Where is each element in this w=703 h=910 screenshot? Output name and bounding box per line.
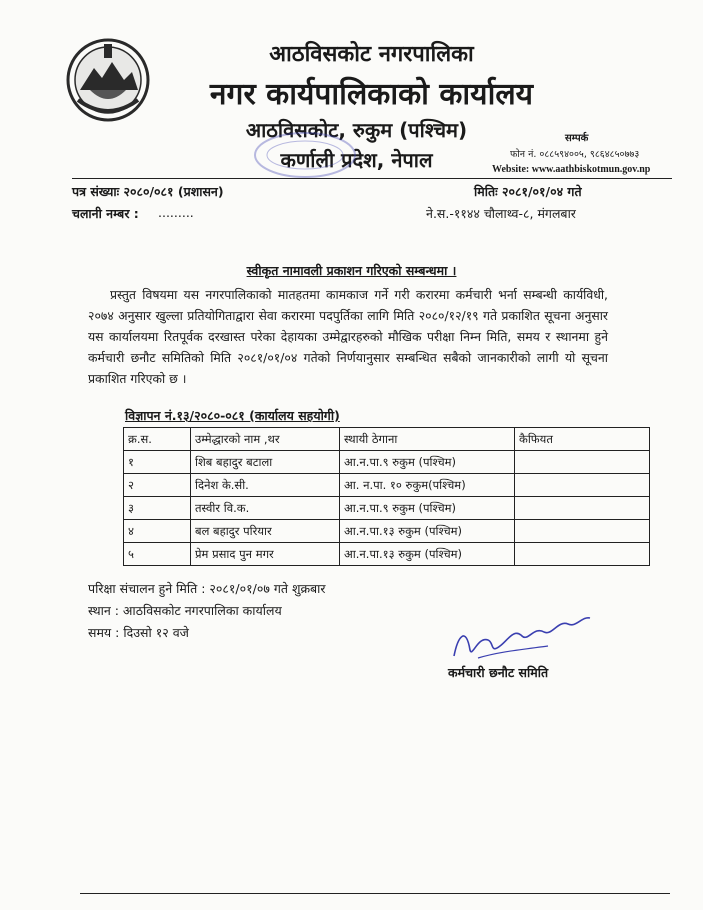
- cell-address: आ.न.पा.१३ रुकुम (पश्चिम): [340, 543, 515, 566]
- municipality-name: आठविसकोट नगरपालिका: [269, 42, 474, 67]
- dispatch-dots: .........: [158, 205, 194, 220]
- office-stamp-icon: [250, 130, 360, 180]
- committee-signoff: कर्मचारी छनौट समिति: [448, 665, 549, 680]
- contact-website: Website: www.aathbiskotmun.gov.np: [492, 164, 651, 175]
- col-header-name: उम्मेद्धारको नाम ,थर: [191, 428, 340, 451]
- letter-date: मितिः २०८१/०१/०४ गते: [474, 184, 582, 199]
- cell-name: प्रेम प्रसाद पुन मगर: [191, 543, 340, 566]
- table-caption: विज्ञापन नं.१३/२०८०-०८१ (कार्यालय सहयोगी): [125, 408, 340, 423]
- cell-serial: ४: [124, 520, 191, 543]
- candidate-table: [123, 427, 650, 566]
- exam-place: स्थान : आठविसकोट नगरपालिका कार्यालय: [88, 603, 282, 618]
- table-row: [124, 497, 650, 520]
- nepal-era-date: ने.स.-११४४ चौलाथ्व-८, मंगलबार: [426, 206, 576, 221]
- col-header-address: स्थायी ठेगाना: [340, 428, 515, 451]
- cell-remarks: [515, 451, 650, 474]
- col-header-serial: क्र.स.: [124, 428, 191, 451]
- cell-name: तस्वीर वि.क.: [191, 497, 340, 520]
- signature-icon: [448, 606, 598, 668]
- letter-number: पत्र संख्याः २०८०/०८१ (प्रशासन): [72, 184, 224, 199]
- cell-remarks: [515, 520, 650, 543]
- cell-remarks: [515, 497, 650, 520]
- cell-remarks: [515, 474, 650, 497]
- cell-address: आ.न.पा.९ रुकुम (पश्चिम): [340, 451, 515, 474]
- office-title: नगर कार्यपालिकाको कार्यालय: [209, 77, 534, 112]
- table-row: [124, 543, 650, 566]
- cell-serial: २: [124, 474, 191, 497]
- cell-name: दिनेश के.सी.: [191, 474, 340, 497]
- cell-name: शिब बहादुर बटाला: [191, 451, 340, 474]
- header-divider: [72, 178, 672, 179]
- cell-address: आ.न.पा.१३ रुकुम (पश्चिम): [340, 520, 515, 543]
- contact-heading: सम्पर्क: [565, 133, 589, 144]
- notice-body: प्रस्तुत विषयमा यस नगरपालिकाको मातहतमा कामकाज गर्ने गरी करारमा कर्मचारी भर्ना सम्बन्धी कार्यविधी, २०७४ अनुसार खुल्ला प्रतियोगिताद्वारा सेवा करारमा पदपुर्तिका लागि मिति २०८०/१२/१९ गते प्रकाशित सूचना अनुसार यस कार्यालयमा रितपूर्वक दरखास्त परेका देहायका उम्मेद्वारहरुको मौखिक परीक्षा निम्न मिति, समय र स्थानमा हुने कर्मचारी छनौट समितिको मिति २०८१/०१/०४ गतेको निर्णयानुसार सम्बन्धित सबैको जानकारीको लागी यो सूचना प्रकाशित गरिएको छ ।: [88, 287, 608, 386]
- table-row: [124, 474, 650, 497]
- col-header-remarks: कैफियत: [515, 428, 650, 451]
- dispatch-number: चलानी नम्बर :: [72, 206, 139, 221]
- exam-date: परिक्षा संचालन हुने मिति : २०८१/०१/०७ गते शुक्रबार: [88, 581, 326, 596]
- cell-serial: ३: [124, 497, 191, 520]
- province-country: कर्णाली प्रदेश, नेपाल: [280, 148, 433, 172]
- footer-divider: [80, 893, 670, 894]
- cell-serial: ५: [124, 543, 191, 566]
- table-row: [124, 451, 650, 474]
- exam-time: समय : दिउसो १२ वजे: [88, 625, 189, 640]
- cell-serial: १: [124, 451, 191, 474]
- subject-line: स्वीकृत नामावली प्रकाशन गरिएको सम्बन्धमा ।: [246, 263, 457, 278]
- office-address: आठविसकोट, रुकुम (पश्चिम): [245, 118, 468, 142]
- contact-phone: फोन नं. ०८८५९४००५, ९८६४८५०७७३: [510, 149, 640, 160]
- cell-address: आ. न.पा. १० रुकुम(पश्चिम): [340, 474, 515, 497]
- cell-remarks: [515, 543, 650, 566]
- cell-name: बल बहादुर परियार: [191, 520, 340, 543]
- table-row: [124, 520, 650, 543]
- cell-address: आ.न.पा.९ रुकुम (पश्चिम): [340, 497, 515, 520]
- table-header-row: [124, 428, 650, 451]
